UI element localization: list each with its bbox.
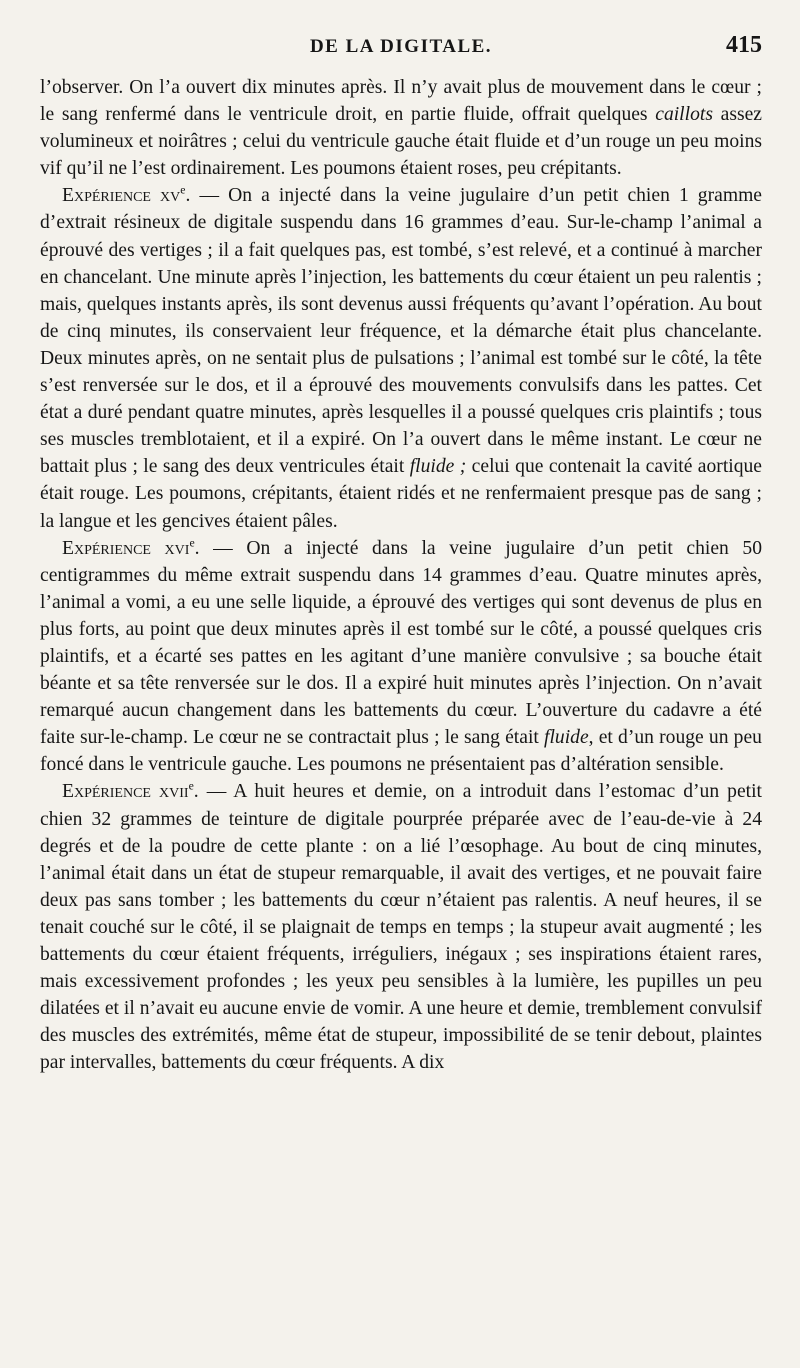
italic-text: fluide [544,727,589,749]
italic-text: fluide ; [409,456,467,478]
text-run: . — On a injecté dans la veine jugulaire d’un petit chien 1 gramme d’extrait résineux de digitale suspendu dans 16 grammes d’eau. Sur-le-champ l’animal a éprouvé des vertiges ; il a fait quelques pas, est tombé, s’est relevé, et a continué à marcher en chancelant. Une minute après l’injection, les battements du cœur étaient un peu ralentis ; mais, quelques instants après, ils sont devenus aussi fréquents qu’avant l’opération. Au bout de cinq minutes, ils conservaient leur fréquence, et la démarche était plus chancelante. Deux minutes après, on ne sentait plus de pulsations ; l’animal est tombé sur le côté, la tête s’est renversée sur le dos, et il a éprouvé des mouvements convulsifs dans les pattes. Cet état a duré pendant quatre minutes, après lesquelles il a poussé quelques cris plaintifs ; tous ses muscles tremblotaient, et il a expiré. On l’a ouvert dans le même instant. Le cœur ne battait plus ; le sang des deux ventricules était [40,185,762,478]
text-run: assez volumineux et noirâtres ; celui du ventricule gauche était fluide et d’un rouge un peu moins vif qu’il ne l’est ordinairement. Les poumons étaient roses, peu crépitants. [40,104,762,180]
paragraph [40,778,762,1076]
superscript: e [189,536,195,550]
experiment-heading: Expérience xvii [62,781,189,803]
page-header [40,30,762,70]
text-run: celui que contenait la cavité aortique était rouge. Les poumons, crépitants, étaient ridés et ne renfermaient presque pas de sang ; la langue et les gencives étaient pâles. [40,456,763,532]
text-run: l’observer. On l’a ouvert dix minutes après. Il n’y avait plus de mouvement dans le cœur ; le sang renfermé dans le ventricule droit, en partie fluide, offrait quelques [40,77,762,126]
text-run: , et d’un rouge un peu foncé dans le ventricule gauche. Les poumons ne présentaient pas d’altération sensible. [40,727,762,776]
paragraph [40,74,762,182]
superscript: e [188,779,194,793]
superscript: e [180,183,186,197]
experiment-heading: Expérience xv [62,185,181,207]
text-run: . — A huit heures et demie, on a introduit dans l’estomac d’un petit chien 32 grammes de teinture de digitale pourprée préparée avec de l’eau-de-vie à 24 degrés et de la poudre de cette plante : on a lié l’œsophage. Au bout de cinq minutes, l’animal était dans un état de stupeur remarquable, il avait des vertiges, et ne pouvait faire deux pas sans tomber ; les battements du cœur n’étaient pas ralentis. A neuf heures, il se tenait couché sur le côté, il se plaignait de temps en temps ; la stupeur avait augmenté ; les battements du cœur étaient fréquents, irréguliers, inégaux ; ses inspirations étaient rares, mais excessivement profondes ; les yeux peu sensibles à la lumière, les pupilles un peu dilatées et il n’avait eu aucune envie de vomir. A une heure et demie, tremblement convulsif des muscles des extrémités, même état de stupeur, impossibilité de se tenir debout, plaintes par intervalles, battements du cœur fréquents. A dix [40,781,762,1074]
text-run: . — On a injecté dans la veine jugulaire d’un petit chien 50 centigrammes du même extrait suspendu dans 14 grammes d’eau. Quatre minutes après, l’animal a vomi, a eu une selle liquide, a éprouvé des vertiges qui sont devenus de plus en plus forts, au point que deux minutes après il est tombé sur le côté, a poussé quelques cris plaintifs, et a écarté ses pattes en les agitant d’une manière convulsive ; sa bouche était béante et sa tête renversée sur le dos. Il a expiré huit minutes après l’injection. On n’avait remarqué aucun changement dans les battements du cœur. L’ouverture du cadavre a été faite sur-le-champ. Le cœur ne se contractait plus ; le sang était [40,537,763,749]
paragraph [40,182,762,534]
running-head: DE LA DIGITALE. [309,36,493,57]
body-text [40,74,762,1076]
paragraph [40,535,762,779]
experiment-heading: Expérience xvi [62,537,190,559]
page-number: 415 [726,32,762,58]
italic-text: caillots [655,104,713,126]
